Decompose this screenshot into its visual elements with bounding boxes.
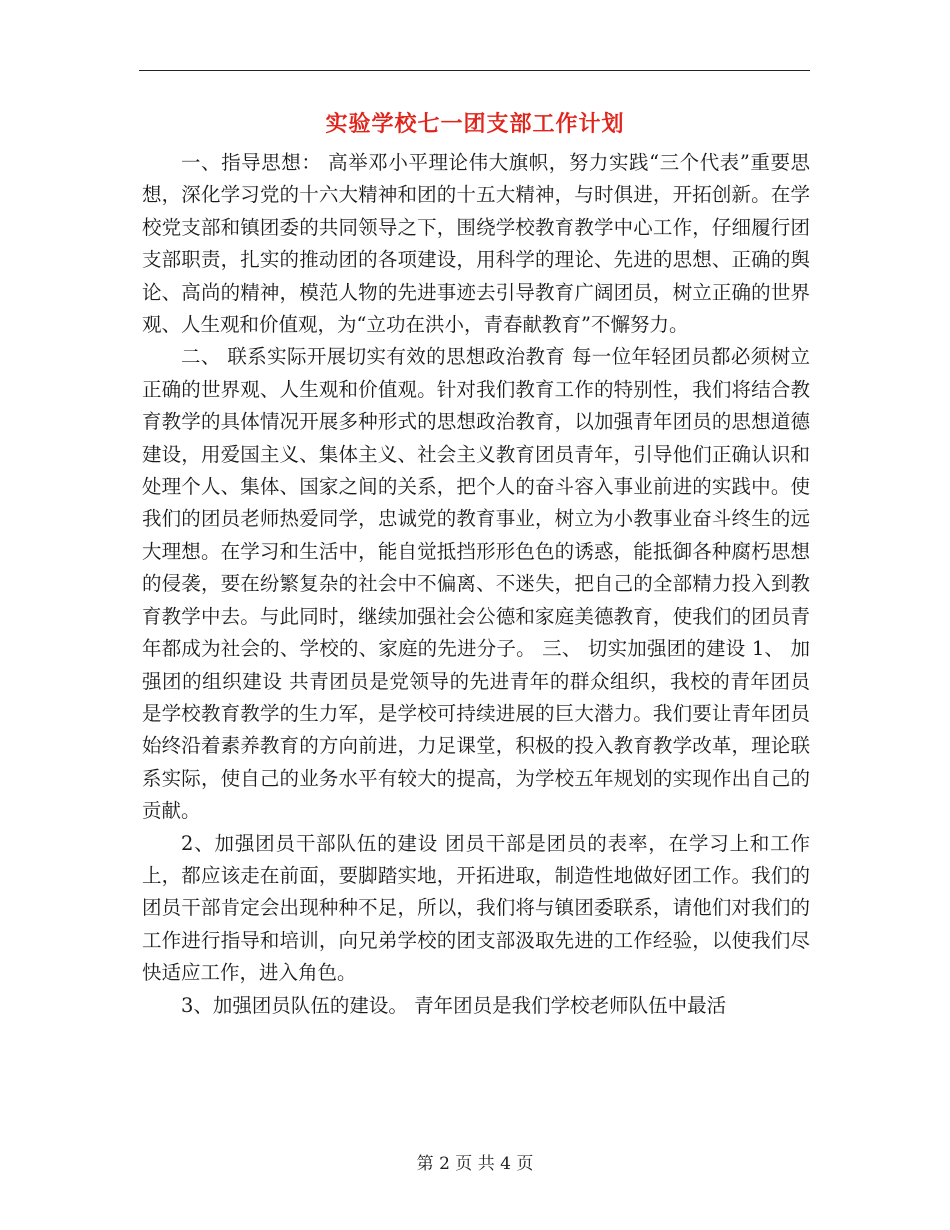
paragraph-political-education: 二、 联系实际开展切实有效的思想政治教育 每一位年轻团员都必须树立正确的世界观、人生观和价值观。针对我们教育工作的特别性，我们将结合教育教学的具体情况开展多种形式的思想政治教育，以加强青年团员的思想道德建设，用爱国主义、集体主义、社会主义教育团员青年，引导他们正确认识和处理个人、集体、国家之间的关系，把个人的奋斗容入事业前进的实践中。使我们的团员老师热爱同学，忠诚党的教育事业，树立为小教事业奋斗终生的远大理想。在学习和生活中，能自觉抵挡形形色色的诱惑，能抵御各种腐朽思想的侵袭，要在纷繁复杂的社会中不偏离、不迷失，把自己的全部精力投入到教育教学中去。与此同时，继续加强社会公德和家庭美德教育，使我们的团员青年都成为社会的、学校的、家庭的先进分子。 三、 切实加强团的建设 1、 加强团的组织建设 共青团员是党领导的先进青年的群众组织，我校的青年团员是学校教育教学的生力军，是学校可持续进展的巨大潜力。我们要让青年团员始终沿着素养教育的方向前进，力足课堂，积极的投入教育教学改革，理论联系实际，使自己的业务水平有较大的提高，为学校五年规划的实现作出自己的贡献。 [142, 345, 810, 823]
paragraph-member-building: 3、加强团员队伍的建设。 青年团员是我们学校老师队伍中最活 [181, 993, 727, 1017]
paragraph-cadre-building: 2、加强团员干部队伍的建设 团员干部是团员的表率，在学习上和工作上，都应该走在前面，要脚踏实地，开拓进取，制造性地做好团工作。我们的团员干部肯定会出现种种不足，所以，我们将与镇团委联系，请他们对我们的工作进行指导和培训，向兄弟学校的团支部汲取先进的工作经验，以使我们尽快适应工作，进入角色。 [142, 831, 810, 985]
document-body [142, 147, 810, 1022]
document-title: 实验学校七一团支部工作计划 [325, 111, 625, 137]
header-rule [139, 70, 810, 71]
paragraph-guiding-ideology: 一、指导思想： 高举邓小平理论伟大旗帜，努力实践“三个代表”重要思想，深化学习党的十六大精神和团的十五大精神，与时俱进，开拓创新。在学校党支部和镇团委的共同领导之下，围绕学校教育教学中心工作，仔细履行团支部职责，扎实的推动团的各项建设，用科学的理论、先进的思想、正确的舆论、高尚的精神，模范人物的先进事迹去引导教育广阔团员，树立正确的世界观、人生观和价值观，为“立功在洪小，青春献教育”不懈努力。 [142, 151, 810, 337]
page-number: 第 2 页 共 4 页 [416, 1154, 534, 1174]
